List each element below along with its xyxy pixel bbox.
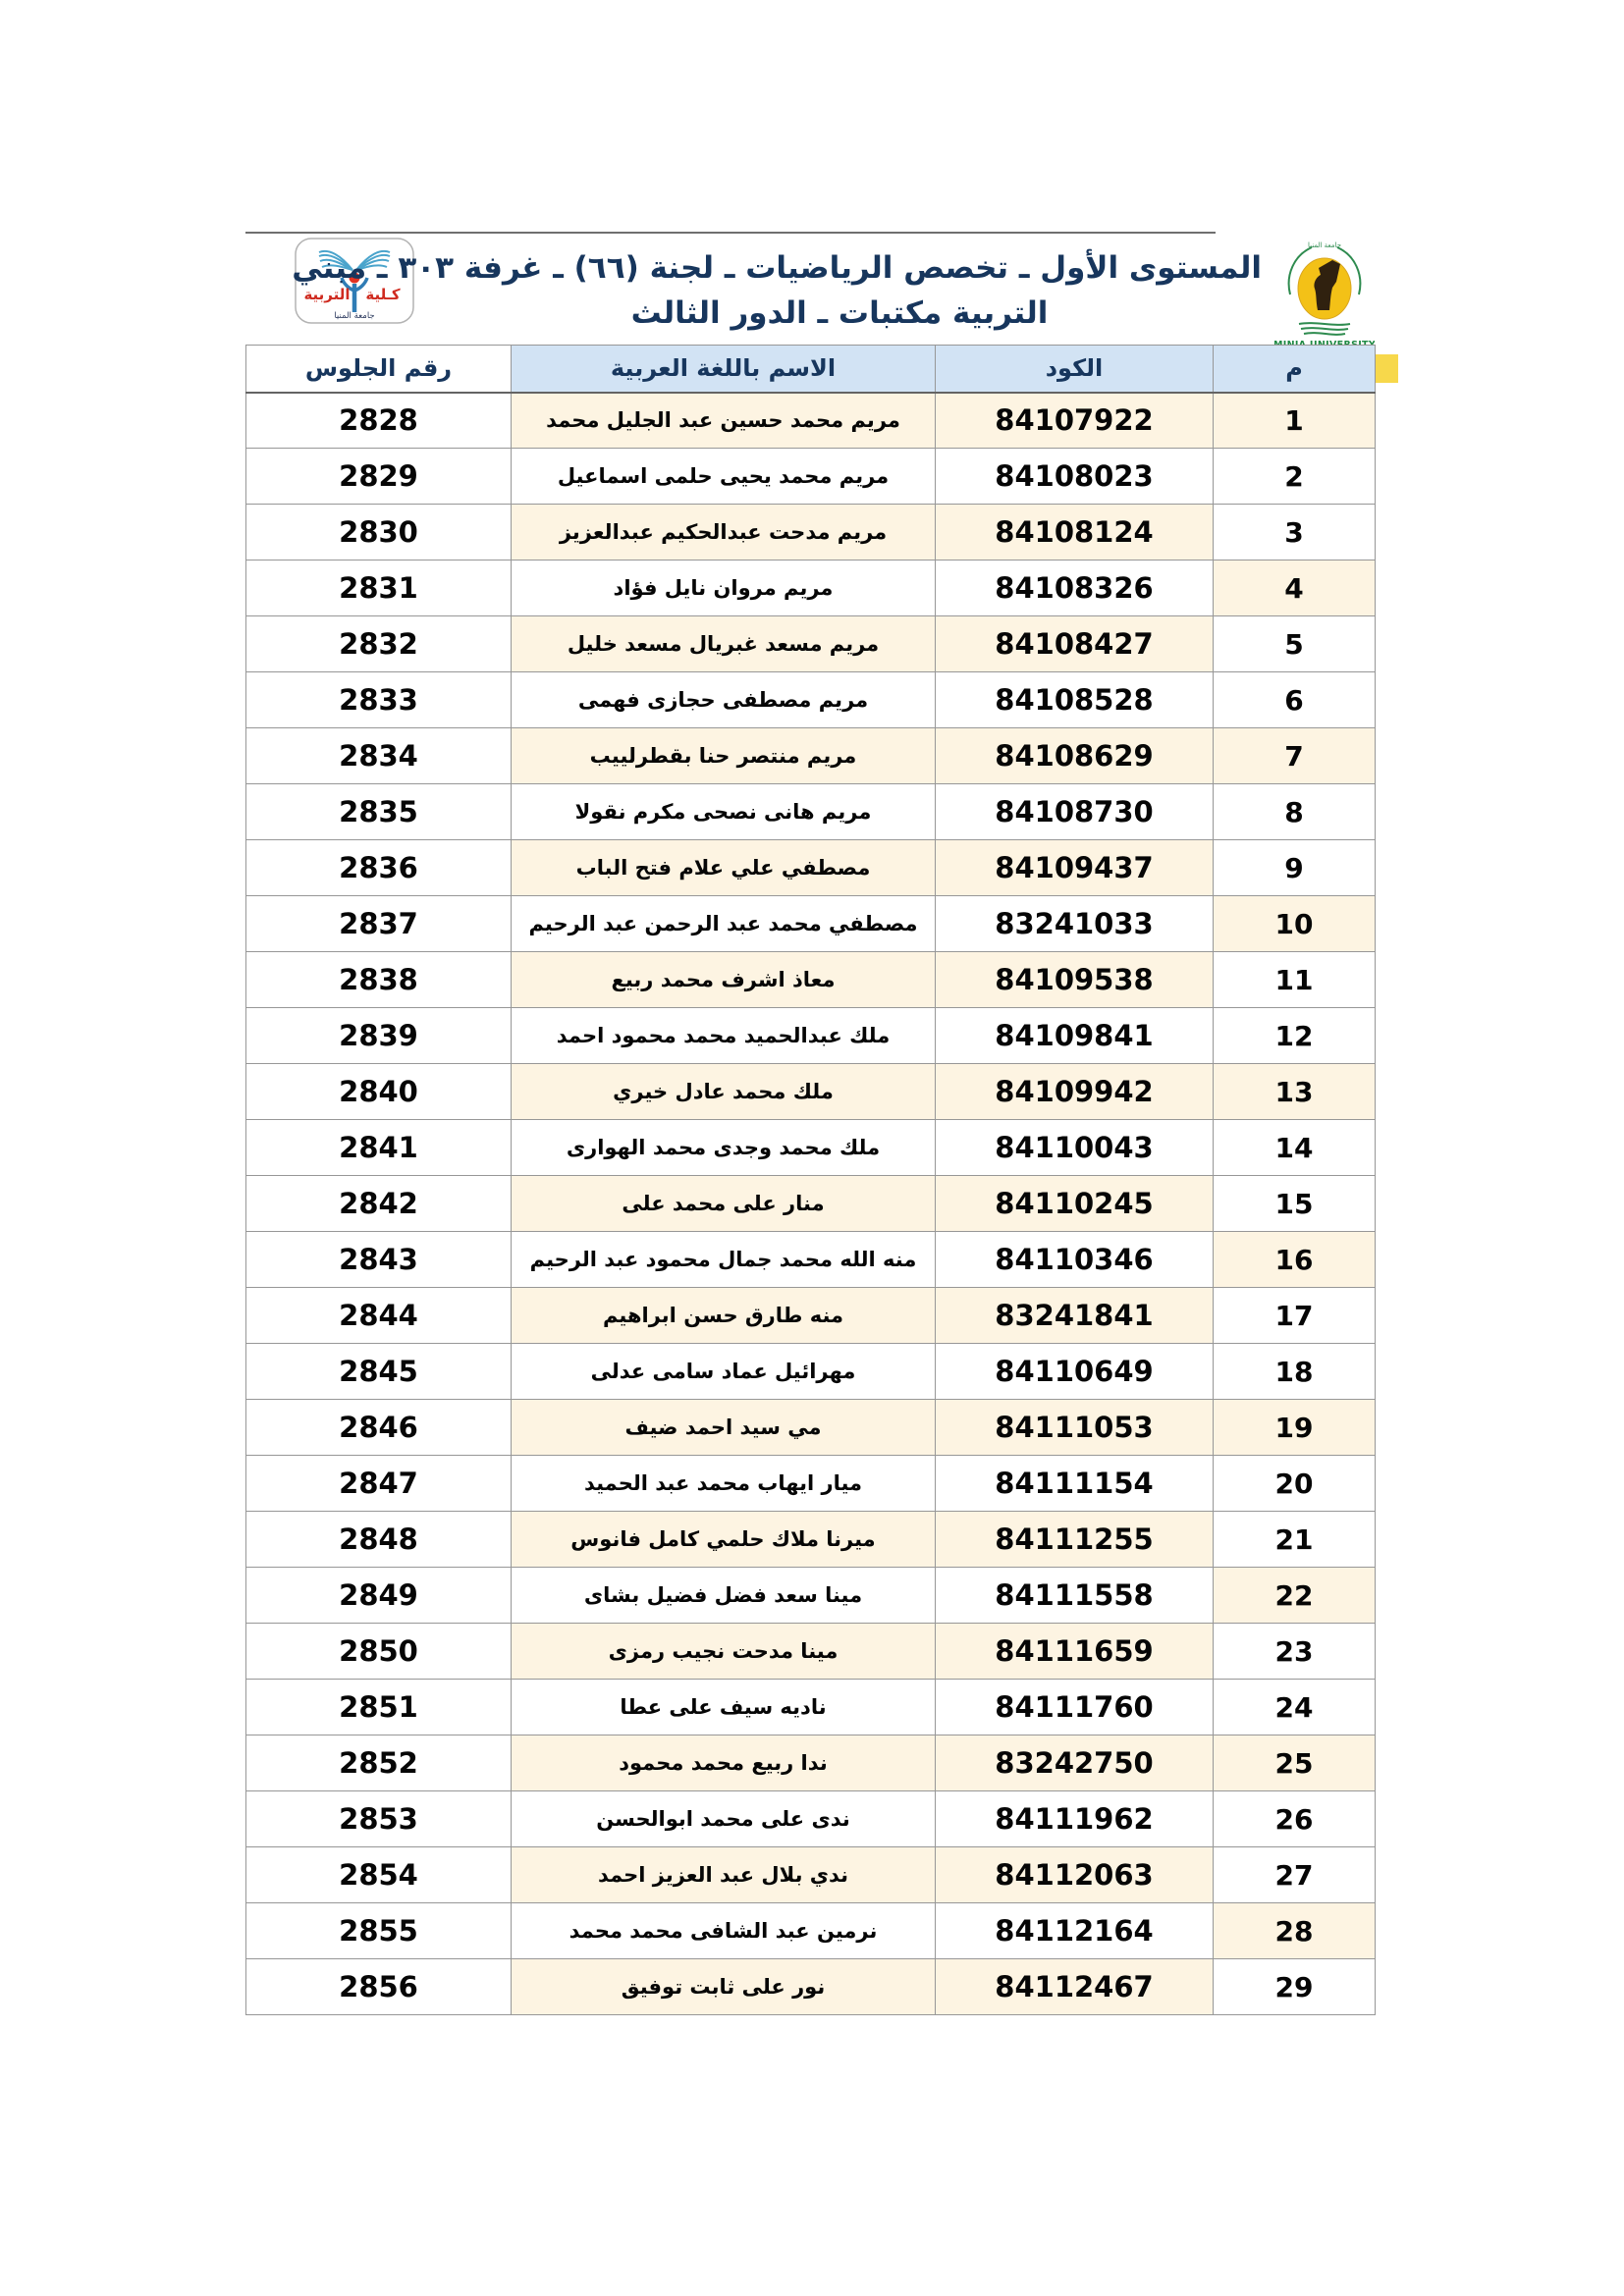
- cell-seat: 2856: [246, 1959, 512, 2015]
- cell-seat: 2830: [246, 505, 512, 561]
- column-header-code: الكود: [936, 346, 1214, 393]
- cell-name: مي سيد احمد ضيف: [512, 1400, 936, 1456]
- table-row: [246, 728, 1376, 784]
- cell-seat: 2835: [246, 784, 512, 840]
- cell-seat: 2845: [246, 1344, 512, 1400]
- cell-index: 15: [1214, 1176, 1376, 1232]
- cell-index: 29: [1214, 1959, 1376, 2015]
- title-line-1: المستوى الأول ـ تخصص الرياضيات ـ لجنة (٦٦) ـ غرفة ٣٠٣ ـ مبني: [292, 250, 1262, 286]
- cell-index: 3: [1214, 505, 1376, 561]
- table-row: [246, 561, 1376, 616]
- cell-code: 84110043: [936, 1120, 1214, 1176]
- cell-name: ناديه سيف على عطا: [512, 1680, 936, 1735]
- cell-code: 84111255: [936, 1512, 1214, 1568]
- header-divider-line: [245, 232, 1216, 234]
- table-row: [246, 1624, 1376, 1680]
- cell-index: 16: [1214, 1232, 1376, 1288]
- table-row: [246, 1903, 1376, 1959]
- cell-index: 28: [1214, 1903, 1376, 1959]
- cell-code: 84108528: [936, 672, 1214, 728]
- cell-seat: 2847: [246, 1456, 512, 1512]
- cell-index: 7: [1214, 728, 1376, 784]
- cell-code: 84112063: [936, 1847, 1214, 1903]
- cell-index: 13: [1214, 1064, 1376, 1120]
- table-row: [246, 505, 1376, 561]
- cell-name: ندي بلال عبد العزيز احمد: [512, 1847, 936, 1903]
- cell-index: 20: [1214, 1456, 1376, 1512]
- cell-code: 83241841: [936, 1288, 1214, 1344]
- cell-name: ميرنا ملاك حلمي كامل فانوس: [512, 1512, 936, 1568]
- cell-index: 14: [1214, 1120, 1376, 1176]
- faculty-logo-word-left: التربية: [303, 286, 351, 303]
- table-body: [246, 393, 1376, 2015]
- cell-seat: 2848: [246, 1512, 512, 1568]
- cell-code: 84112164: [936, 1903, 1214, 1959]
- cell-seat: 2836: [246, 840, 512, 896]
- cell-seat: 2840: [246, 1064, 512, 1120]
- table-row: [246, 1064, 1376, 1120]
- cell-seat: 2842: [246, 1176, 512, 1232]
- cell-code: 84108023: [936, 449, 1214, 505]
- cell-index: 6: [1214, 672, 1376, 728]
- cell-index: 25: [1214, 1735, 1376, 1791]
- table-row: [246, 672, 1376, 728]
- cell-seat: 2846: [246, 1400, 512, 1456]
- cell-seat: 2844: [246, 1288, 512, 1344]
- cell-index: 9: [1214, 840, 1376, 896]
- cell-seat: 2828: [246, 393, 512, 449]
- cell-name: مريم مصطفى حجازى فهمى: [512, 672, 936, 728]
- cell-seat: 2838: [246, 952, 512, 1008]
- table-row: [246, 1400, 1376, 1456]
- cell-index: 17: [1214, 1288, 1376, 1344]
- cell-name: مينا مدحت نجيب رمزى: [512, 1624, 936, 1680]
- cell-code: 84110649: [936, 1344, 1214, 1400]
- table-row: [246, 1512, 1376, 1568]
- table-row: [246, 1008, 1376, 1064]
- title-line-2: التربية مكتبات ـ الدور الثالث: [630, 295, 1049, 331]
- cell-code: 84111760: [936, 1680, 1214, 1735]
- cell-seat: 2855: [246, 1903, 512, 1959]
- cell-index: 12: [1214, 1008, 1376, 1064]
- cell-code: 84108326: [936, 561, 1214, 616]
- column-header-seat: رقم الجلوس: [246, 346, 512, 393]
- table-row: [246, 1456, 1376, 1512]
- cell-name: ملك محمد وجدى محمد الهوارى: [512, 1120, 936, 1176]
- table-header-row: [246, 346, 1376, 393]
- cell-name: نرمين عبد الشافى محمد محمد: [512, 1903, 936, 1959]
- faculty-logo-word-right: كـلية: [365, 286, 401, 303]
- cell-name: مريم محمد حسين عبد الجليل محمد: [512, 393, 936, 449]
- cell-name: ملك محمد عادل خيري: [512, 1064, 936, 1120]
- cell-code: 84111154: [936, 1456, 1214, 1512]
- cell-code: 84108629: [936, 728, 1214, 784]
- cell-name: مريم مروان نايل فؤاد: [512, 561, 936, 616]
- cell-seat: 2832: [246, 616, 512, 672]
- cell-index: 11: [1214, 952, 1376, 1008]
- cell-code: 84111558: [936, 1568, 1214, 1624]
- cell-code: 84111659: [936, 1624, 1214, 1680]
- water-lines-icon: [1299, 323, 1350, 335]
- cell-name: مصطفي علي علام فتح الباب: [512, 840, 936, 896]
- cell-seat: 2833: [246, 672, 512, 728]
- cell-index: 1: [1214, 393, 1376, 449]
- cell-name: مينا سعد فضل فضيل بشاى: [512, 1568, 936, 1624]
- table-row: [246, 1959, 1376, 2015]
- cell-name: منه طارق حسن ابراهيم: [512, 1288, 936, 1344]
- cell-code: 83241033: [936, 896, 1214, 952]
- cell-index: 23: [1214, 1624, 1376, 1680]
- cell-index: 18: [1214, 1344, 1376, 1400]
- cell-name: منار على محمد على: [512, 1176, 936, 1232]
- cell-index: 19: [1214, 1400, 1376, 1456]
- cell-name: مريم هانى نصحى مكرم نقولا: [512, 784, 936, 840]
- cell-index: 26: [1214, 1791, 1376, 1847]
- column-header-index: م: [1214, 346, 1376, 393]
- cell-name: مهرائيل عماد سامى عدلى: [512, 1344, 936, 1400]
- cell-name: ندى على محمد ابوالحسن: [512, 1791, 936, 1847]
- cell-index: 24: [1214, 1680, 1376, 1735]
- table-row: [246, 393, 1376, 449]
- cell-index: 10: [1214, 896, 1376, 952]
- table-row: [246, 1735, 1376, 1791]
- yellow-highlight-mark: [1372, 354, 1398, 383]
- cell-index: 5: [1214, 616, 1376, 672]
- table-row: [246, 1791, 1376, 1847]
- cell-seat: 2841: [246, 1120, 512, 1176]
- table-row: [246, 952, 1376, 1008]
- cell-seat: 2849: [246, 1568, 512, 1624]
- cell-index: 4: [1214, 561, 1376, 616]
- table-row: [246, 784, 1376, 840]
- column-header-name: الاسم باللغة العربية: [512, 346, 936, 393]
- cell-seat: 2837: [246, 896, 512, 952]
- cell-seat: 2854: [246, 1847, 512, 1903]
- table-row: [246, 1232, 1376, 1288]
- cell-seat: 2843: [246, 1232, 512, 1288]
- cell-name: معاذ اشرف محمد ربيع: [512, 952, 936, 1008]
- table-row: [246, 1344, 1376, 1400]
- cell-seat: 2853: [246, 1791, 512, 1847]
- cell-code: 84109841: [936, 1008, 1214, 1064]
- cell-code: 84111053: [936, 1400, 1214, 1456]
- table-row: [246, 616, 1376, 672]
- cell-name: ندا ربيع محمد محمود: [512, 1735, 936, 1791]
- table-row: [246, 1847, 1376, 1903]
- cell-name: ميار ايهاب محمد عبد الحميد: [512, 1456, 936, 1512]
- cell-name: مريم مسعد غبريال مسعد خليل: [512, 616, 936, 672]
- minia-logo-banner-text: جامعة المنيا: [1307, 241, 1342, 249]
- cell-seat: 2852: [246, 1735, 512, 1791]
- cell-code: 84112467: [936, 1959, 1214, 2015]
- cell-index: 21: [1214, 1512, 1376, 1568]
- cell-seat: 2850: [246, 1624, 512, 1680]
- cell-code: 84110245: [936, 1176, 1214, 1232]
- table-row: [246, 1176, 1376, 1232]
- table-row: [246, 896, 1376, 952]
- cell-code: 84110346: [936, 1232, 1214, 1288]
- cell-code: 84109942: [936, 1064, 1214, 1120]
- cell-name: ملك عبدالحميد محمد محمود احمد: [512, 1008, 936, 1064]
- faculty-logo-subtitle: جامعة المنيا: [334, 311, 375, 321]
- cell-name: نور على ثابت توفيق: [512, 1959, 936, 2015]
- cell-seat: 2829: [246, 449, 512, 505]
- cell-seat: 2831: [246, 561, 512, 616]
- cell-index: 2: [1214, 449, 1376, 505]
- table-row: [246, 840, 1376, 896]
- table-row: [246, 1288, 1376, 1344]
- cell-name: مصطفي محمد عبد الرحمن عبد الرحيم: [512, 896, 936, 952]
- cell-code: 84108427: [936, 616, 1214, 672]
- cell-seat: 2851: [246, 1680, 512, 1735]
- cell-index: 8: [1214, 784, 1376, 840]
- table-row: [246, 1568, 1376, 1624]
- cell-index: 22: [1214, 1568, 1376, 1624]
- table-row: [246, 1680, 1376, 1735]
- cell-code: 84109538: [936, 952, 1214, 1008]
- cell-name: مريم محمد يحيى حلمى اسماعيل: [512, 449, 936, 505]
- cell-code: 84109437: [936, 840, 1214, 896]
- table-row: [246, 449, 1376, 505]
- cell-code: 84111962: [936, 1791, 1214, 1847]
- cell-code: 84107922: [936, 393, 1214, 449]
- cell-code: 84108124: [936, 505, 1214, 561]
- seating-roster-table: [245, 345, 1376, 2015]
- cell-name: مريم مدحت عبدالحكيم عبدالعزيز: [512, 505, 936, 561]
- cell-seat: 2839: [246, 1008, 512, 1064]
- cell-code: 83242750: [936, 1735, 1214, 1791]
- table-row: [246, 1120, 1376, 1176]
- cell-index: 27: [1214, 1847, 1376, 1903]
- cell-seat: 2834: [246, 728, 512, 784]
- cell-name: منه الله محمد جمال محمود عبد الرحيم: [512, 1232, 936, 1288]
- cell-code: 84108730: [936, 784, 1214, 840]
- minia-university-logo: [1274, 238, 1375, 351]
- cell-name: مريم منتصر حنا بقطرلييب: [512, 728, 936, 784]
